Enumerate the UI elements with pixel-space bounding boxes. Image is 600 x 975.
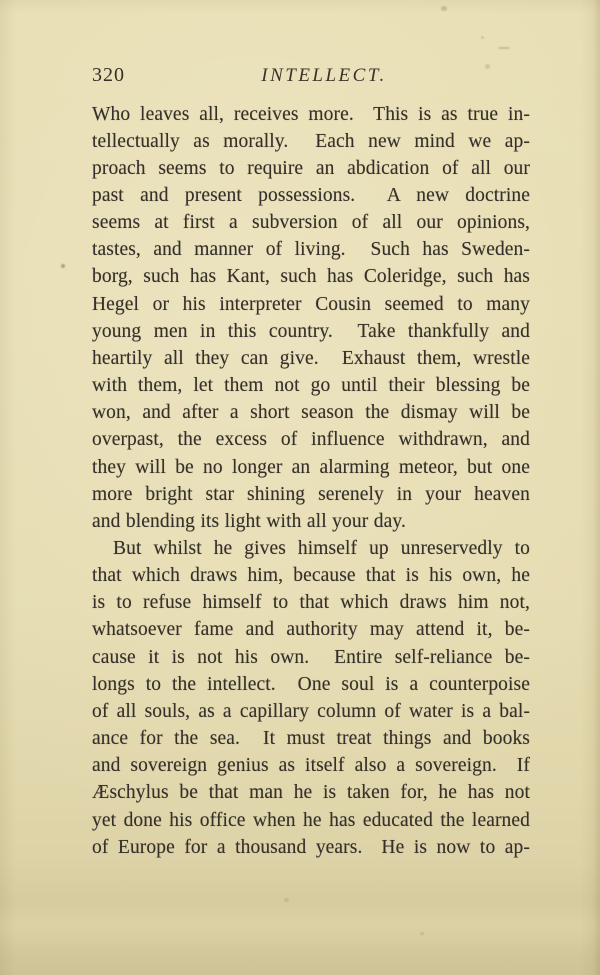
- body-text: [92, 101, 530, 861]
- scan-speck: [420, 932, 424, 935]
- scan-speck: [485, 64, 490, 69]
- text-line: of all souls, as a capillary column of water is a bal-: [92, 700, 530, 722]
- text-line: whatsoever fame and authority may attend it, be-: [92, 619, 530, 641]
- text-line: and blending its light with all your day.: [92, 510, 406, 532]
- page-number: 320: [92, 64, 125, 86]
- scan-speck: [61, 264, 65, 268]
- text-line: Hegel or his interpreter Cousin seemed to many: [92, 293, 530, 315]
- text-line: ance for the sea. It must treat things and books: [92, 728, 530, 750]
- text-line: longs to the intellect. One soul is a counterpoise: [92, 673, 530, 695]
- text-line: seems at first a subversion of all our opinions,: [92, 212, 530, 234]
- text-line: young men in this country. Take thankfully and: [92, 320, 530, 342]
- text-line: that which draws him, because that is his own, he: [92, 565, 530, 587]
- text-line: heartily all they can give. Exhaust them, wrestle: [92, 347, 530, 369]
- scan-speck: [441, 6, 447, 11]
- text-line: Who leaves all, receives more. This is as true in-: [92, 103, 530, 125]
- text-line: overpast, the excess of influence withdrawn, and: [92, 429, 530, 451]
- scan-speck: [498, 47, 510, 49]
- text-line: proach seems to require an abdication of all our: [92, 157, 530, 179]
- text-line: they will be no longer an alarming meteor, but one: [92, 456, 530, 478]
- text-line: borg, such has Kant, such has Coleridge, such has: [92, 266, 530, 288]
- text-line: more bright star shining serenely in your heaven: [92, 483, 530, 505]
- text-line: cause it is not his own. Entire self-reliance be-: [92, 646, 530, 668]
- text-line: past and present possessions. A new doctrine: [92, 184, 530, 206]
- text-line: of Europe for a thousand years. He is now to ap-: [92, 836, 530, 858]
- scan-speck: [284, 898, 289, 902]
- text-line: But whilst he gives himself up unreservedly to: [113, 538, 530, 559]
- text-line: yet done his office when he has educated the learned: [92, 809, 530, 831]
- running-head: INTELLECT.: [261, 65, 387, 86]
- text-line: and sovereign genius as itself also a sovereign. If: [92, 755, 530, 777]
- text-line: won, and after a short season the dismay will be: [92, 402, 530, 424]
- text-line: tellectually as morally. Each new mind we ap-: [92, 130, 530, 152]
- page-header: [92, 64, 530, 90]
- text-line: tastes, and manner of living. Such has Sweden-: [92, 239, 530, 261]
- text-line: Æschylus be that man he is taken for, he has not: [92, 782, 530, 804]
- text-line: with them, let them not go until their blessing be: [92, 375, 530, 397]
- scan-speck: [481, 36, 484, 39]
- text-line: is to refuse himself to that which draws him not,: [92, 592, 530, 614]
